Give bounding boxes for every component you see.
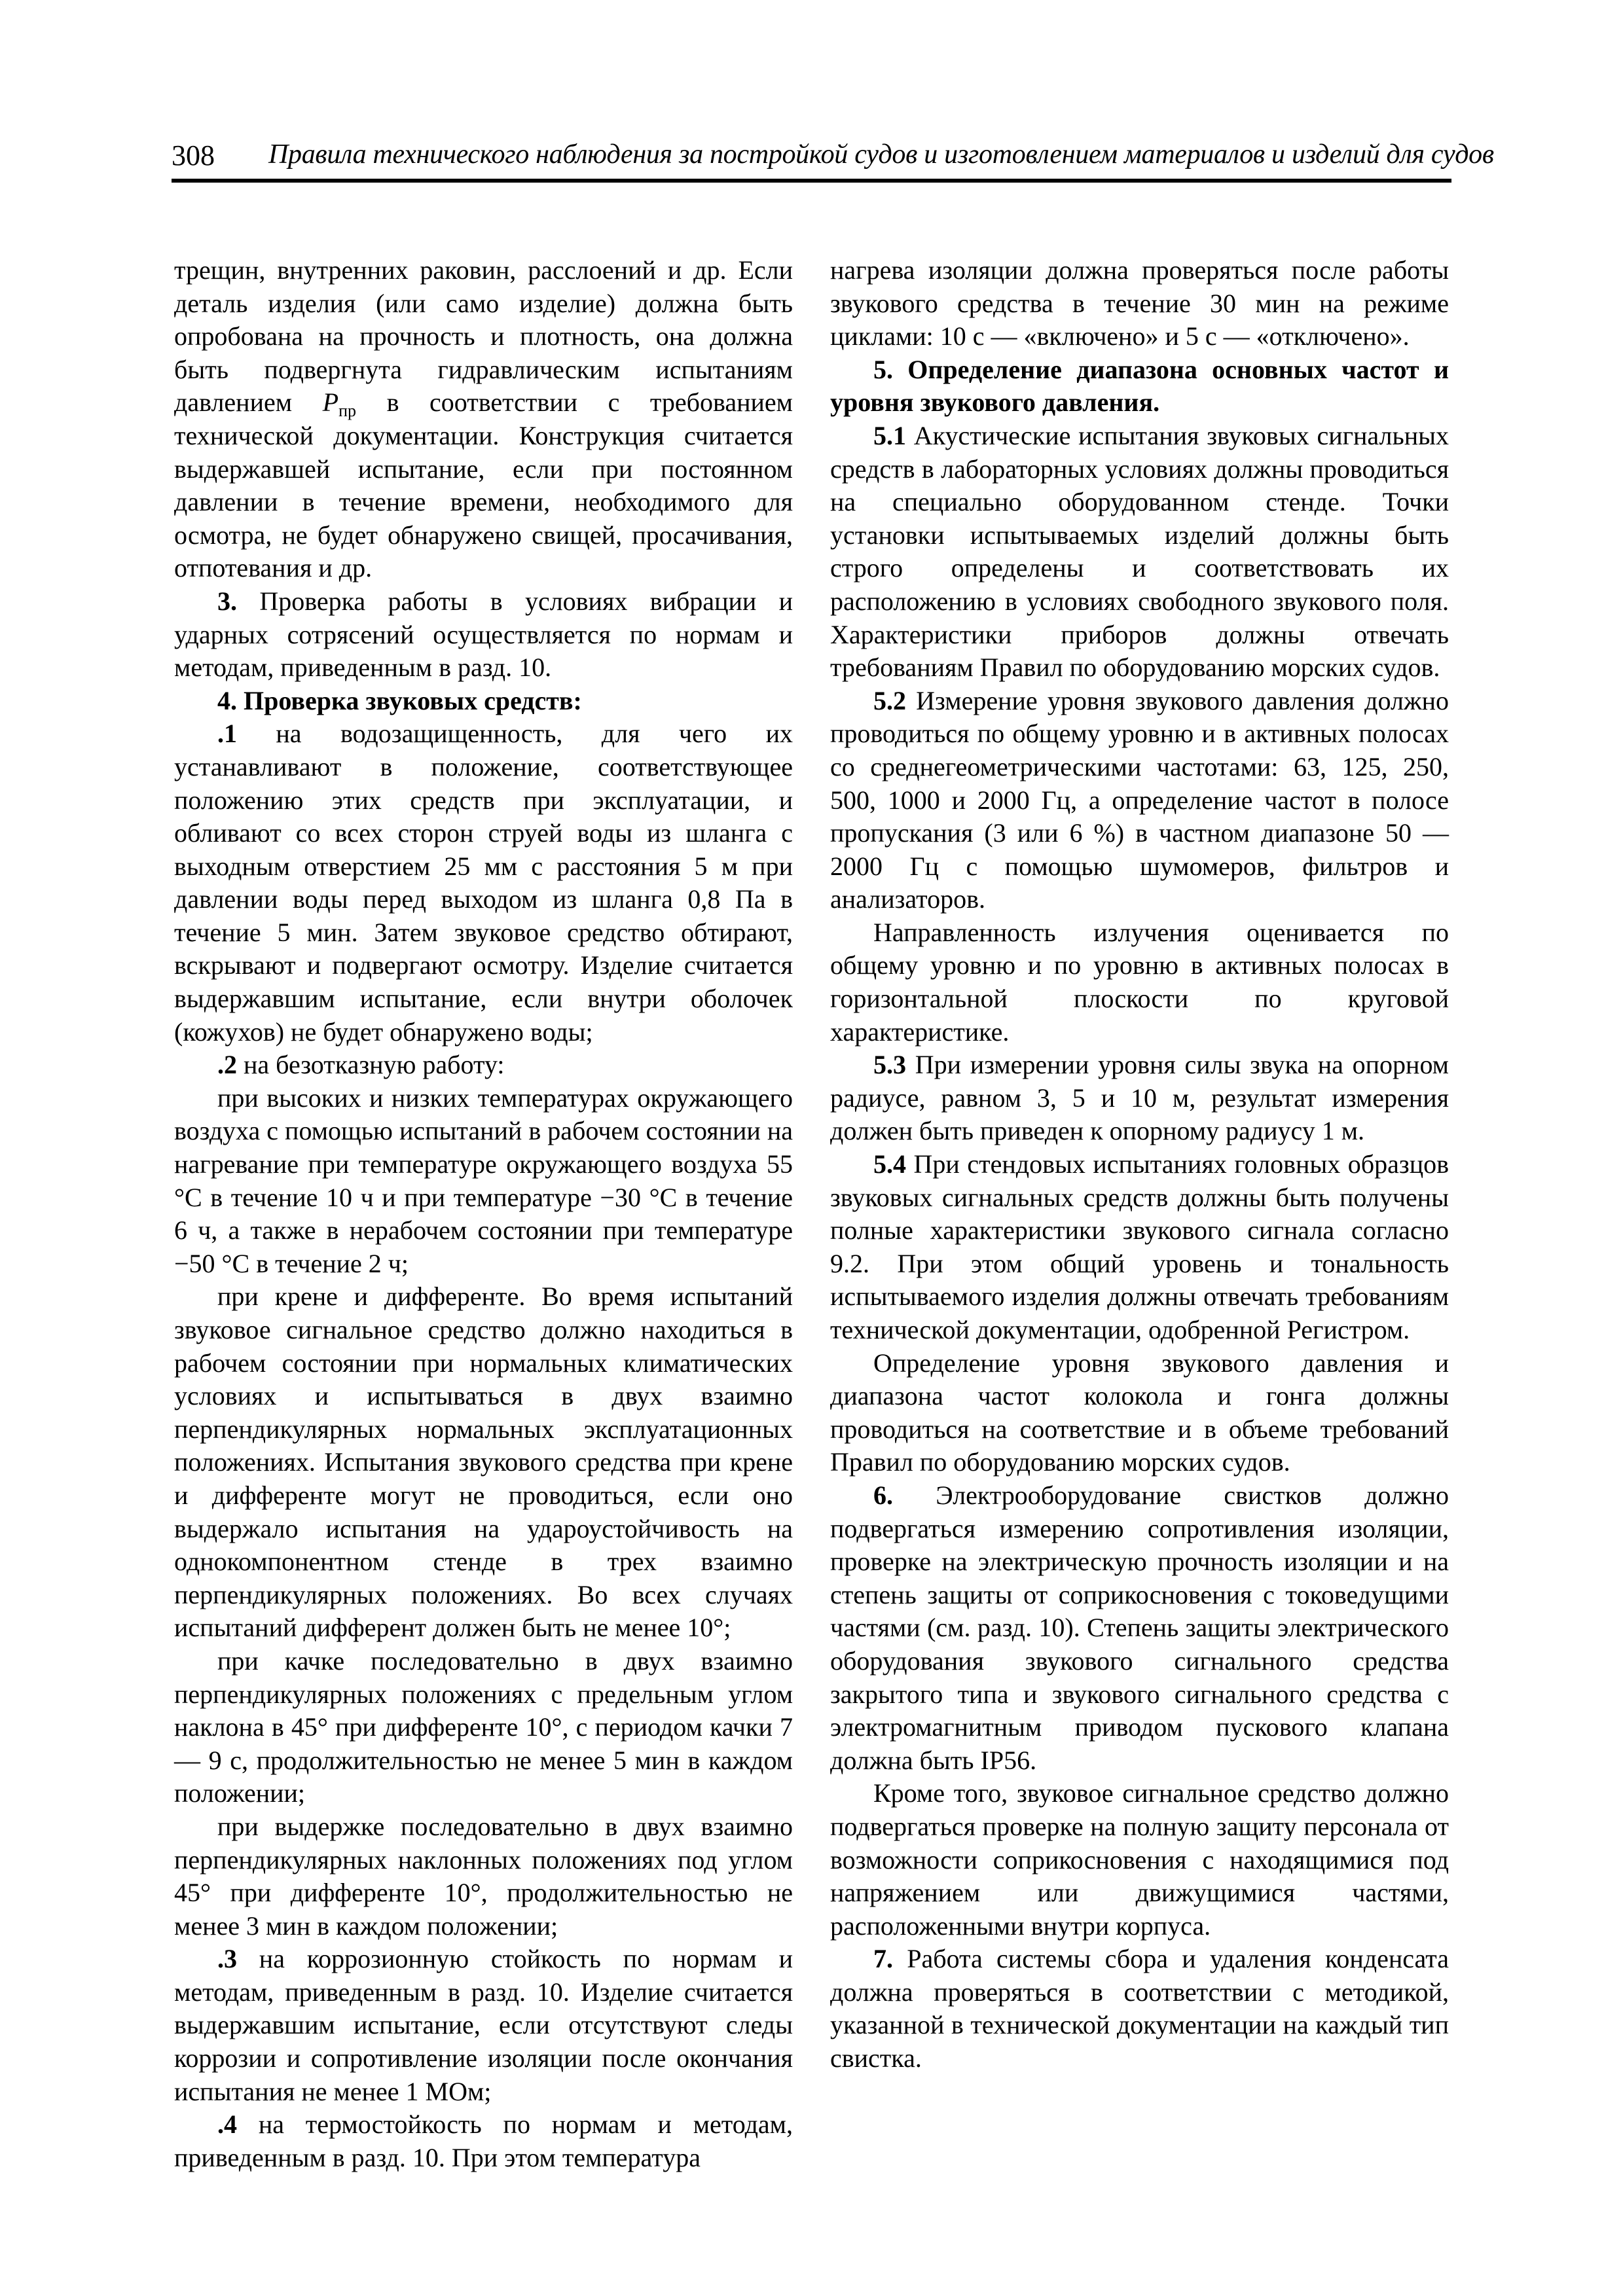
- heading-text: 5. Определение диапазона основных частот и уровня звукового давления.: [830, 354, 1449, 418]
- paragraph: [830, 685, 1449, 916]
- section-heading: [174, 685, 793, 718]
- text: трещин, внутренних раковин, расслоений и др. Если деталь изделия (или само изделие) должна быть опробована на прочность и плотность, она должна быть подвергнута гидравлическим испытаниям давлением: [174, 255, 793, 418]
- paragraph: [830, 1479, 1449, 1777]
- header-rule: [172, 179, 1451, 183]
- paragraph: при выдержке последовательно в двух взаимно перпендикулярных наклонных положениях под углом 45° при дифференте 10°, продолжительностью не менее 3 мин в каждом положении;: [174, 1811, 793, 1941]
- paragraph: [174, 1943, 793, 2108]
- paragraph: [174, 2108, 793, 2174]
- paragraph: [174, 254, 793, 585]
- item-number: .2: [217, 1050, 237, 1080]
- item-number: 7.: [873, 1944, 893, 1974]
- text: Работа системы сбора и удаления конденсата должна проверяться в соответствии с методикой, указанной в технической документации на каждый тип свистка.: [830, 1944, 1449, 2073]
- text: на коррозионную стойкость по нормам и методам, приведенным в разд. 10. Изделие считается выдержавшим испытание, если отсутствуют следы коррозии и сопротивление изоляции после окончания испытания не менее 1 МОм;: [174, 1944, 793, 2106]
- paragraph: при крене и дифференте. Во время испытаний звуковое сигнальное средство должно находиться в рабочем состоянии при нормальных климатических условиях и испытываться в двух взаимно перпендикулярных нормальных эксплуатационных положениях. Испытания звукового средства при крене и дифференте могут не проводиться, если оно выдержало испытания на удароустойчивость на однокомпонентном стенде в трех взаимно перпендикулярных положениях. Во всех случаях испытаний дифферент должен быть не менее 10°;: [174, 1282, 793, 1643]
- paragraph: [830, 1148, 1449, 1347]
- paragraph: [830, 1049, 1449, 1148]
- text: на безотказную работу:: [237, 1050, 505, 1080]
- text: в соответствии с требованием технической документации. Конструкция считается выдержавшей испытание, если при постоянном давлении в течение времени, необходимого для осмотра, не будет обнаружено свищей, просачивания, отпотевания и др.: [174, 387, 793, 583]
- subscript: пр: [338, 401, 356, 421]
- left-column: [174, 254, 793, 2174]
- paragraph: при качке последовательно в двух взаимно перпендикулярных положениях с предельным углом наклона в 45° при дифференте 10°, с периодом качки 7 — 9 с, продолжительностью не менее 5 мин в каждом положении;: [174, 1645, 793, 1808]
- section-heading: [830, 353, 1449, 420]
- paragraph: [174, 1049, 793, 1082]
- item-number: 5.3: [873, 1050, 906, 1080]
- text: Проверка работы в условиях вибрации и ударных сотрясений осуществляется по нормам и методам, приведенным в разд. 10.: [174, 586, 793, 683]
- heading-text: 4. Проверка звуковых средств:: [217, 685, 582, 715]
- paragraph: Направленность излучения оценивается по общему уровню и по уровню в активных полосах в горизонтальной плоскости по круговой характеристике.: [830, 917, 1449, 1047]
- text: При измерении уровня силы звука на опорном радиусе, равном 3, 5 и 10 м, результат измерения должен быть приведен к опорному радиусу 1 м.: [830, 1050, 1449, 1146]
- item-number: 3.: [217, 586, 237, 616]
- item-number: 5.1: [873, 420, 906, 450]
- header-title: Правила технического наблюдения за постройкой судов и изготовлением материалов и изделий для судов: [268, 139, 1494, 170]
- item-number: 5.2: [873, 685, 906, 715]
- text: на термостойкость по нормам и методам, приведенным в разд. 10. При этом температура: [174, 2109, 793, 2172]
- item-number: .3: [217, 1944, 237, 1974]
- symbol: P: [322, 387, 339, 418]
- paragraph: Кроме того, звуковое сигнальное средство должно подвергаться проверке на полную защиту персонала от возможности соприкосновения с находящимися под напряжением или движущимися частями, расположенными внутри корпуса.: [830, 1778, 1449, 1941]
- item-number: 6.: [873, 1480, 893, 1510]
- item-number: 5.4: [873, 1149, 906, 1179]
- text: на водозащищенность, для чего их устанавливают в положение, соответствующее положению этих средств при эксплуатации, и обливают со всех сторон струей воды из шланга с выходным отверстием 25 мм с расстояния 5 м при давлении воды перед выходом из шланга 0,8 Па в течение 5 мин. Затем звуковое средство обтирают, вскрывают и подвергают осмотру. Изделие считается выдержавшим испытание, если внутри оболочек (кожухов) не будет обнаружено воды;: [174, 719, 793, 1047]
- text: Электрооборудование свистков должно подвергаться измерению сопротивления изоляции, проверке на электрическую прочность изоляции и на степень защиты от соприкосновения с токоведущими частями (см. разд. 10). Степень защиты электрического оборудования звукового сигнального средства закрытого типа и звукового сигнального средства с электромагнитным приводом пускового клапана должна быть IP56.: [830, 1480, 1449, 1775]
- item-number: .4: [217, 2109, 237, 2140]
- item-number: .1: [217, 719, 237, 749]
- page-number: 308: [172, 139, 215, 171]
- text: Акустические испытания звуковых сигнальных средств в лабораторных условиях должны проводиться на специально оборудованном стенде. Точки установки испытываемых изделий должны быть строго определены и соответствовать их расположению в условиях свободного звукового поля. Характеристики приборов должны отвечать требованиям Правил по оборудованию морских судов.: [830, 420, 1449, 683]
- paragraph: [174, 717, 793, 1049]
- paragraph: при высоких и низких температурах окружающего воздуха с помощью испытаний в рабочем состоянии на нагревание при температуре окружающего воздуха 55 °С в течение 10 ч и при температуре −30 °С в течение 6 ч, а также в нерабочем состоянии при температуре −50 °С в течение 2 ч;: [174, 1083, 793, 1278]
- paragraph: [830, 420, 1449, 685]
- text: Измерение уровня звукового давления должно проводиться по общему уровню и в активных полосах со среднегеометрическими частотами: 63, 125, 250, 500, 1000 и 2000 Гц, а определение частот в полосе пропускания (3 или 6 %) в частном диапазоне 50 — 2000 Гц с помощью шумомеров, фильтров и анализаторов.: [830, 685, 1449, 914]
- text: При стендовых испытаниях головных образцов звуковых сигнальных средств должны быть получены полные характеристики звукового сигнала согласно 9.2. При этом общий уровень и тональность испытываемого изделия должны отвечать требованиям технической документации, одобренной Регистром.: [830, 1149, 1449, 1344]
- paragraph: Определение уровня звукового давления и диапазона частот колокола и гонга должны проводиться на соответствие и в объеме требований Правил по оборудованию морских судов.: [830, 1348, 1449, 1477]
- right-column: [830, 254, 1449, 2075]
- paragraph: нагрева изоляции должна проверяться после работы звукового средства в течение 30 мин на режиме циклами: 10 с — «включено» и 5 с — «отключено».: [830, 255, 1449, 351]
- running-header: [172, 139, 1494, 178]
- paragraph: [174, 585, 793, 685]
- paragraph: [830, 1943, 1449, 2075]
